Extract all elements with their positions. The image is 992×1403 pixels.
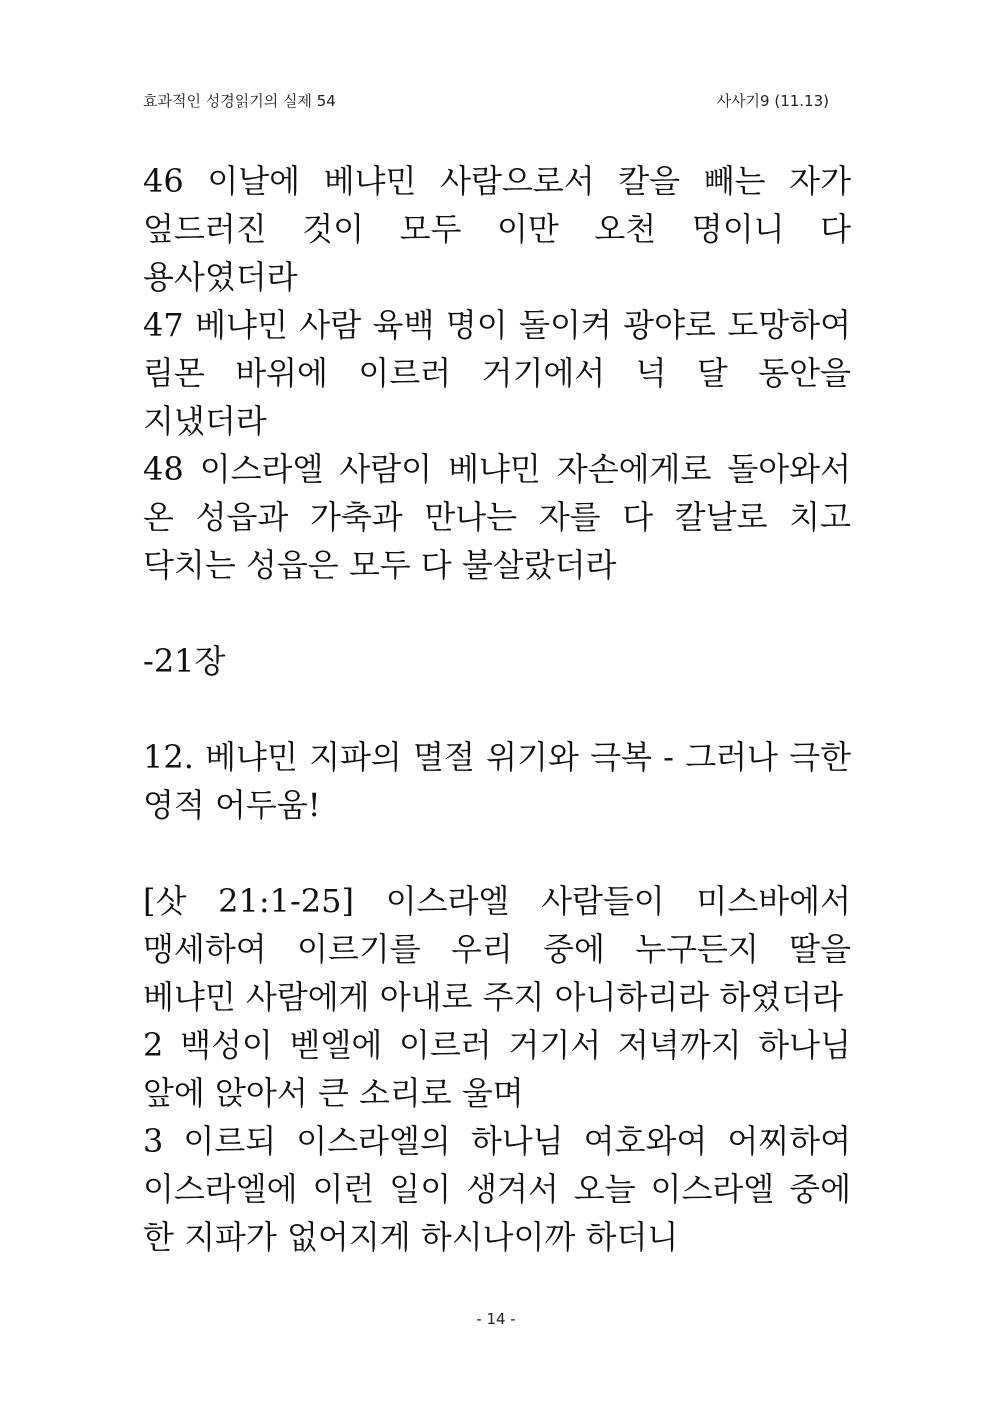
verse-21-3: 3 이르되 이스라엘의 하나님 여호와여 어찌하여 이스라엘에 이런 일이 생겨서 오늘 이스라엘 중에 한 지파가 없어지게 하시나이까 하더니 [143,1122,851,1256]
section-heading: 12. 베냐민 지파의 멸절 위기와 극복 - 그러나 극한 영적 어두움! [143,738,851,824]
header-chapter-info: 사사기9 (11.13) [716,92,829,110]
page-body [143,157,851,1261]
verse-48: 48 이스라엘 사람이 베냐민 자손에게로 돌아와서 온 성읍과 가축과 만나는 자를 다 칼날로 치고 닥치는 성읍은 모두 다 불살랐더라 [143,450,851,584]
spacer [143,685,851,733]
header-book-title: 효과적인 성경읽기의 실제 54 [143,92,336,110]
spacer [143,589,851,637]
page-number: - 14 - [476,1310,516,1328]
verse-21-1: [삿 21:1-25] 이스라엘 사람들이 미스바에서 맹세하여 이르기를 우리 중에 누구든지 딸을 베냐민 사람에게 아내로 주지 아니하리라 하였더라 [143,882,851,1016]
verse-21-2: 2 백성이 벧엘에 이르러 거기서 저녁까지 하나님 앞에 앉아서 큰 소리로 울며 [143,1026,851,1112]
page-header [143,90,829,114]
verse-47: 47 베냐민 사람 육백 명이 돌이켜 광야로 도망하여 림몬 바위에 이르러 거기에서 넉 달 동안을 지냈더라 [143,306,851,440]
chapter-marker: -21장 [143,642,226,680]
spacer [143,829,851,877]
verse-46: 46 이날에 베냐민 사람으로서 칼을 빼는 자가 엎드러진 것이 모두 이만 오천 명이니 다 용사였더라 [143,162,851,296]
